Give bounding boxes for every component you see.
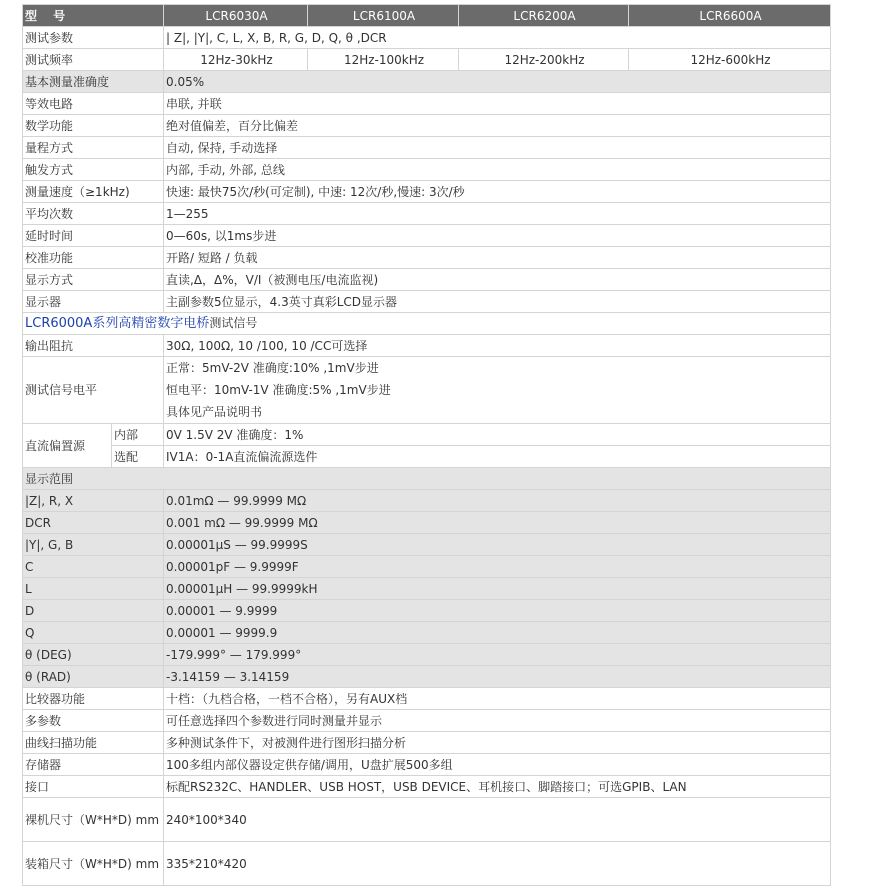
table-row bbox=[23, 181, 831, 203]
row-value: 0.001 mΩ — 99.9999 MΩ bbox=[164, 512, 831, 534]
table-row bbox=[23, 269, 831, 291]
row-value: 335*210*420 bbox=[164, 842, 831, 886]
row-value: 可任意选择四个参数进行同时测量并显示 bbox=[164, 710, 831, 732]
row-value: 快速: 最快75次/秒(可定制), 中速: 12次/秒,慢速: 3次/秒 bbox=[164, 181, 831, 203]
row-label: C bbox=[23, 556, 164, 578]
model-lcr6200a: LCR6200A bbox=[459, 5, 629, 27]
level-line-constant: 恒电平：10mV-1V 准确度:5% ,1mV步进 bbox=[166, 383, 391, 397]
row-value: 0.05% bbox=[164, 71, 831, 93]
row-label: 基本测量准确度 bbox=[23, 71, 164, 93]
row-value: 0.00001 — 9.9999 bbox=[164, 600, 831, 622]
row-value: 串联, 并联 bbox=[164, 93, 831, 115]
bias-option-label: 选配 bbox=[112, 446, 164, 468]
table-row bbox=[23, 842, 831, 886]
row-label: 裸机尺寸（W*H*D) mm bbox=[23, 798, 164, 842]
row-label: 测试参数 bbox=[23, 27, 164, 49]
row-label: 显示器 bbox=[23, 291, 164, 313]
row-label: 曲线扫描功能 bbox=[23, 732, 164, 754]
row-value: 主副参数5位显示，4.3英寸真彩LCD显示器 bbox=[164, 291, 831, 313]
freq-lcr6100a: 12Hz-100kHz bbox=[308, 49, 459, 71]
level-line-note: 具体见产品说明书 bbox=[166, 405, 263, 419]
header-label: 型 号 bbox=[23, 5, 164, 27]
table-row bbox=[23, 225, 831, 247]
bias-internal-value: 0V 1.5V 2V 准确度：1% bbox=[164, 424, 831, 446]
row-value: 0.00001μS — 99.9999S bbox=[164, 534, 831, 556]
row-label: 测试信号电平 bbox=[23, 357, 164, 424]
table-row bbox=[23, 357, 831, 424]
row-value: | Z|, |Y|, C, L, X, B, R, G, D, Q, θ ,DCR bbox=[164, 27, 831, 49]
table-row bbox=[23, 115, 831, 137]
table-row bbox=[23, 710, 831, 732]
row-value bbox=[164, 357, 831, 424]
table-row bbox=[23, 93, 831, 115]
table-row bbox=[23, 446, 831, 468]
row-value: 开路/ 短路 / 负载 bbox=[164, 247, 831, 269]
row-label: DCR bbox=[23, 512, 164, 534]
row-label: 测试频率 bbox=[23, 49, 164, 71]
table-row bbox=[23, 27, 831, 49]
bias-option-value: IV1A：0-1A直流偏流源选件 bbox=[164, 446, 831, 468]
model-lcr6030a: LCR6030A bbox=[164, 5, 308, 27]
section-signal bbox=[23, 313, 831, 335]
table-row bbox=[23, 247, 831, 269]
row-value: -179.999° — 179.999° bbox=[164, 644, 831, 666]
freq-lcr6600a: 12Hz-600kHz bbox=[629, 49, 831, 71]
section-range-title: 显示范围 bbox=[23, 468, 831, 490]
table-row bbox=[23, 666, 831, 688]
table-row bbox=[23, 578, 831, 600]
row-label: |Y|, G, B bbox=[23, 534, 164, 556]
section-range bbox=[23, 468, 831, 490]
freq-lcr6030a: 12Hz-30kHz bbox=[164, 49, 308, 71]
header-row bbox=[23, 5, 831, 27]
row-value: 标配RS232C、HANDLER、USB HOST，USB DEVICE、耳机接口、脚踏接口；可选GPIB、LAN bbox=[164, 776, 831, 798]
row-value: 十档：（九档合格，一档不合格），另有AUX档 bbox=[164, 688, 831, 710]
row-label: 等效电路 bbox=[23, 93, 164, 115]
row-label: Q bbox=[23, 622, 164, 644]
table-row bbox=[23, 159, 831, 181]
row-value: 240*100*340 bbox=[164, 798, 831, 842]
table-row bbox=[23, 424, 831, 446]
row-label: 量程方式 bbox=[23, 137, 164, 159]
row-value: 100多组内部仪器设定供存储/调用，U盘扩展500多组 bbox=[164, 754, 831, 776]
row-label: 装箱尺寸（W*H*D) mm bbox=[23, 842, 164, 886]
row-value: 0.00001μH — 99.9999kH bbox=[164, 578, 831, 600]
row-label: L bbox=[23, 578, 164, 600]
row-value: 内部, 手动, 外部, 总线 bbox=[164, 159, 831, 181]
row-label: 测量速度（≥1kHz) bbox=[23, 181, 164, 203]
row-label: 显示方式 bbox=[23, 269, 164, 291]
level-line-normal: 正常：5mV-2V 准确度:10% ,1mV步进 bbox=[166, 361, 379, 375]
table-row bbox=[23, 732, 831, 754]
row-value: 0.00001pF — 9.9999F bbox=[164, 556, 831, 578]
row-value: -3.14159 — 3.14159 bbox=[164, 666, 831, 688]
table-row bbox=[23, 622, 831, 644]
table-row bbox=[23, 556, 831, 578]
row-value: 自动, 保持, 手动选择 bbox=[164, 137, 831, 159]
bias-internal-label: 内部 bbox=[112, 424, 164, 446]
row-label: D bbox=[23, 600, 164, 622]
row-value: 30Ω, 100Ω, 10 /100, 10 /CC可选择 bbox=[164, 335, 831, 357]
table-row bbox=[23, 534, 831, 556]
section-signal-suffix: 测试信号 bbox=[209, 316, 258, 330]
table-row bbox=[23, 600, 831, 622]
table-row bbox=[23, 335, 831, 357]
row-value: 1—255 bbox=[164, 203, 831, 225]
table-row bbox=[23, 137, 831, 159]
row-value: 绝对值偏差，百分比偏差 bbox=[164, 115, 831, 137]
table-row bbox=[23, 644, 831, 666]
row-value: 直读,Δ，Δ%，V/I（被测电压/电流监视) bbox=[164, 269, 831, 291]
row-label: 直流偏置源 bbox=[23, 424, 112, 468]
section-signal-title bbox=[23, 313, 831, 335]
table-row bbox=[23, 512, 831, 534]
row-label: 输出阻抗 bbox=[23, 335, 164, 357]
row-label: θ (RAD) bbox=[23, 666, 164, 688]
row-label: 触发方式 bbox=[23, 159, 164, 181]
row-label: 存储器 bbox=[23, 754, 164, 776]
table-row bbox=[23, 203, 831, 225]
row-value: 0—60s, 以1ms步进 bbox=[164, 225, 831, 247]
row-label: 数学功能 bbox=[23, 115, 164, 137]
table-row bbox=[23, 490, 831, 512]
row-label: 延时时间 bbox=[23, 225, 164, 247]
row-label: 接口 bbox=[23, 776, 164, 798]
row-label: |Z|, R, X bbox=[23, 490, 164, 512]
table-row bbox=[23, 688, 831, 710]
row-label: 多参数 bbox=[23, 710, 164, 732]
product-series-link[interactable]: LCR6000A系列高精密数字电桥 bbox=[25, 316, 210, 331]
table-row bbox=[23, 49, 831, 71]
freq-lcr6200a: 12Hz-200kHz bbox=[459, 49, 629, 71]
table-row bbox=[23, 291, 831, 313]
row-label: θ (DEG) bbox=[23, 644, 164, 666]
row-value: 0.00001 — 9999.9 bbox=[164, 622, 831, 644]
table-row bbox=[23, 798, 831, 842]
table-row bbox=[23, 71, 831, 93]
row-label: 平均次数 bbox=[23, 203, 164, 225]
model-lcr6100a: LCR6100A bbox=[308, 5, 459, 27]
table-row bbox=[23, 754, 831, 776]
row-value: 多种测试条件下，对被测件进行图形扫描分析 bbox=[164, 732, 831, 754]
table-row bbox=[23, 776, 831, 798]
spec-table bbox=[22, 4, 831, 886]
row-label: 校准功能 bbox=[23, 247, 164, 269]
row-label: 比较器功能 bbox=[23, 688, 164, 710]
row-value: 0.01mΩ — 99.9999 MΩ bbox=[164, 490, 831, 512]
model-lcr6600a: LCR6600A bbox=[629, 5, 831, 27]
